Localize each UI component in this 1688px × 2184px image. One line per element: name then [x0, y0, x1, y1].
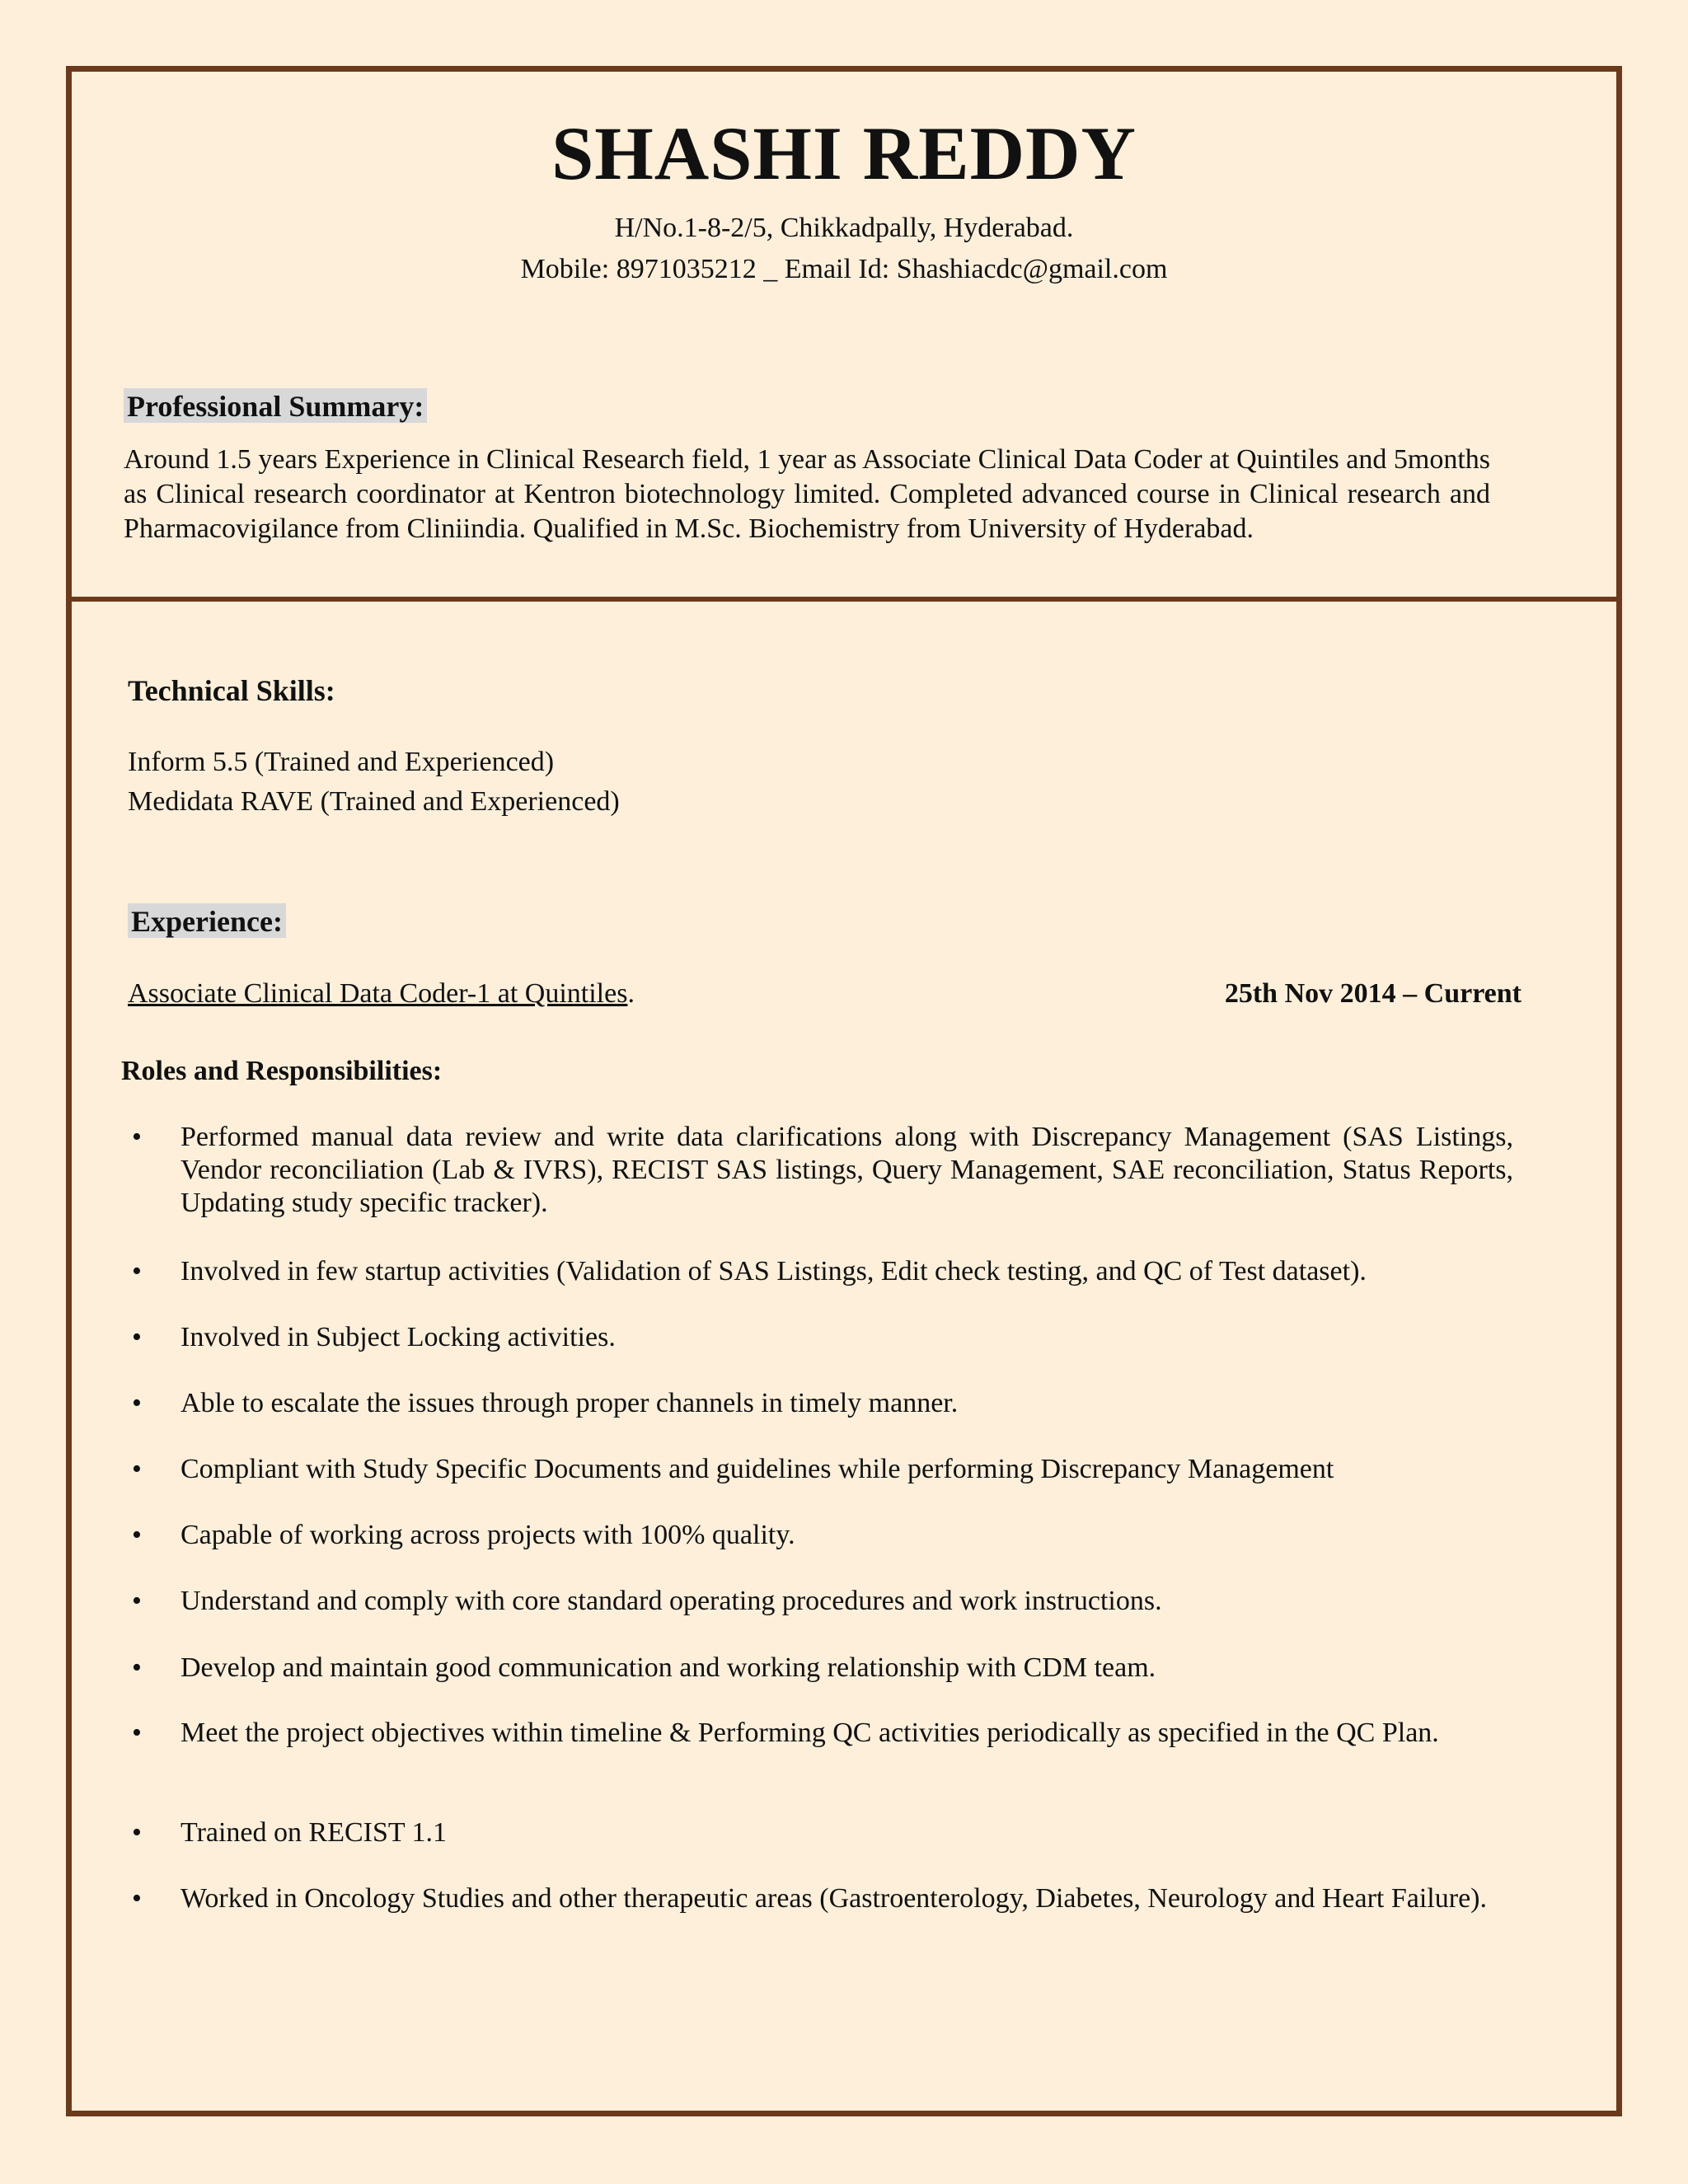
- job-title: [128, 980, 635, 1008]
- skill-item: Inform 5.5 (Trained and Experienced): [128, 747, 555, 777]
- skill-item: Medidata RAVE (Trained and Experienced): [128, 786, 620, 817]
- bullet-icon: •: [132, 1586, 142, 1616]
- bullet-icon: •: [132, 1322, 142, 1352]
- job-title-text: Associate Clinical Data Coder-1 at Quintiles: [128, 978, 628, 1009]
- responsibility-item: Worked in Oncology Studies and other therapeutic areas (Gastroenterology, Diabetes, Neurology and Heart Failure).: [181, 1883, 1487, 1914]
- bullet-icon: •: [132, 1883, 142, 1914]
- responsibility-item: Performed manual data review and write data clarifications along with Discrepancy Management (SAS Listings, Vendor reconciliation (Lab & IVRS), RECIST SAS listings, Query Management, SAE reconciliation, Status Reports, Updating study specific tracker).: [181, 1122, 1513, 1218]
- candidate-contact: Mobile: 8971035212 _ Email Id: Shashiacdc@gmail.com: [520, 254, 1168, 284]
- bullet-icon: •: [132, 1122, 142, 1152]
- summary-text: Around 1.5 years Experience in Clinical Research field, 1 year as Associate Clinical Data Coder at Quintiles and 5months as Clinical research coordinator at Kentron biotechnology limited. Completed advanced course in Clinical research and Pharmacovigilance from Cliniindia. Qualified in M.Sc. Biochemistry from University of Hyderabad.: [124, 444, 1490, 544]
- bullet-icon: •: [132, 1388, 142, 1418]
- responsibility-item: Meet the project objectives within timeline & Performing QC activities periodically as specified in the QC Plan.: [181, 1718, 1439, 1748]
- bullet-icon: •: [132, 1718, 142, 1748]
- responsibility-item: Involved in Subject Locking activities.: [181, 1322, 616, 1352]
- responsibility-item: Able to escalate the issues through proper channels in timely manner.: [181, 1388, 959, 1418]
- experience-heading-label: Experience:: [128, 903, 286, 938]
- summary-heading-label: Professional Summary:: [124, 388, 427, 423]
- responsibility-item: Involved in few startup activities (Validation of SAS Listings, Edit check testing, and QC of Test dataset).: [181, 1256, 1367, 1286]
- candidate-name: SHASHI REDDY: [551, 111, 1137, 195]
- bullet-icon: •: [132, 1454, 142, 1484]
- summary-heading: [124, 390, 427, 424]
- responsibility-item: Trained on RECIST 1.1: [181, 1817, 448, 1848]
- skills-heading: Technical Skills:: [128, 674, 335, 707]
- responsibility-item: Capable of working across projects with 100% quality.: [181, 1520, 795, 1550]
- bullet-icon: •: [132, 1652, 142, 1683]
- experience-heading: [128, 905, 286, 939]
- job-dates: 25th Nov 2014 – Current: [1224, 978, 1522, 1009]
- responsibility-item: Compliant with Study Specific Documents and guidelines while performing Discrepancy Management: [181, 1454, 1334, 1484]
- candidate-address: H/No.1-8-2/5, Chikkadpally, Hyderabad.: [614, 213, 1074, 243]
- bullet-icon: •: [132, 1520, 142, 1550]
- bullet-icon: •: [132, 1817, 142, 1848]
- roles-heading: Roles and Responsibilities:: [121, 1056, 443, 1086]
- job-title-suffix: .: [627, 978, 635, 1009]
- responsibility-item: Understand and comply with core standard operating procedures and work instructions.: [181, 1586, 1162, 1616]
- section-divider: [66, 597, 1622, 602]
- page-border: [66, 66, 1622, 2116]
- responsibility-item: Develop and maintain good communication and working relationship with CDM team.: [181, 1652, 1156, 1683]
- bullet-icon: •: [132, 1256, 142, 1286]
